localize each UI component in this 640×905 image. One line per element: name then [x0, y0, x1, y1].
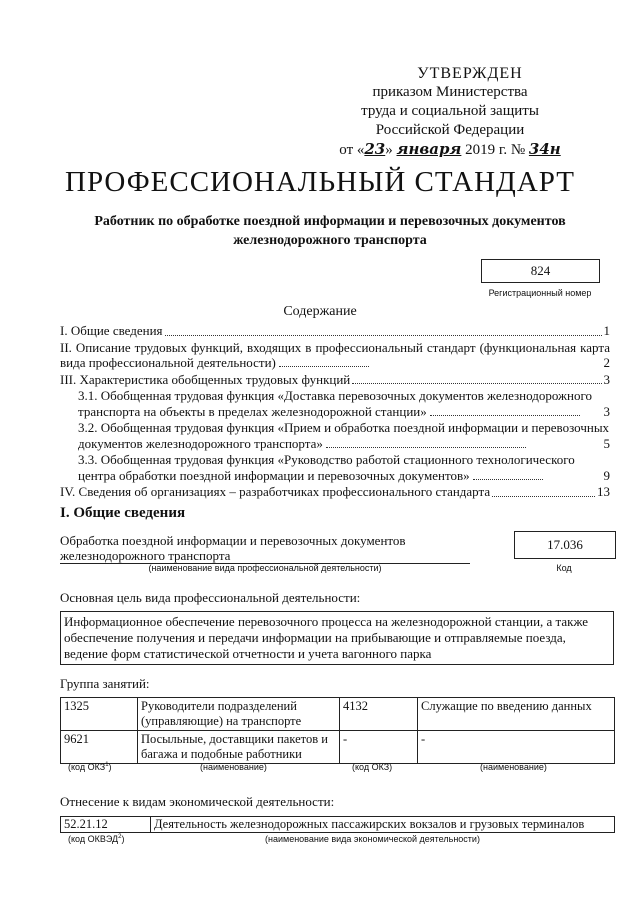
- toc-item-text: 3.1. Обобщенная трудовая функция «Доставка перевозочных документов железнодорожного транспорта на объекты в пределах железнодорожной станции»: [78, 388, 592, 419]
- approval-title: УТВЕРЖДЕН: [417, 65, 523, 82]
- date-prefix: от «: [339, 142, 365, 158]
- activity-caption: (наименование вида профессиональной деятельности): [148, 563, 382, 573]
- toc-item-text: I. Общие сведения: [60, 323, 163, 338]
- toc-item[interactable]: [60, 484, 610, 500]
- name-caption: (наименование): [200, 762, 267, 772]
- table-row: [61, 731, 615, 764]
- toc-item-page: 5: [603, 435, 610, 451]
- approval-line-3: Российской Федерации: [375, 122, 525, 138]
- toc-item-page: 2: [603, 355, 610, 370]
- okz-code-cell: 9621: [61, 731, 138, 764]
- toc-item-text: 3.3. Обобщенная трудовая функция «Руководство работой стационного технологического центра обработки поездной информации и перевозочных документов»: [78, 452, 575, 483]
- okz-code-cell: 1325: [61, 698, 138, 731]
- okz-name-cell: Посыльные, доставщики пакетов и багажа и подобные работники: [138, 731, 340, 764]
- goal-label: Основная цель вида профессиональной деятельности:: [60, 590, 361, 605]
- toc-item-text: III. Характеристика обобщенных трудовых функций: [60, 371, 351, 387]
- toc-title: Содержание: [283, 304, 357, 319]
- okz-name-cell: -: [418, 731, 615, 764]
- okved-code-cell: 52.21.12: [61, 817, 151, 833]
- toc-item[interactable]: [78, 420, 610, 451]
- date-month: января: [396, 140, 462, 158]
- group-label: Группа занятий:: [60, 676, 150, 691]
- toc-item-text: II. Описание трудовых функций, входящих в профессиональный стандарт (функциональная карта вида профессиональной деятельности): [60, 339, 610, 370]
- toc-item[interactable]: [60, 372, 610, 388]
- standard-subtitle: [60, 212, 600, 250]
- okved-table: [60, 816, 615, 833]
- okz-code-cell: 4132: [340, 698, 418, 731]
- approval-date-line: [300, 140, 600, 160]
- approval-block: [300, 64, 600, 160]
- toc-item-page: 13: [597, 484, 610, 499]
- approval-line-2: труда и социальной защиты: [361, 103, 539, 119]
- order-number: 34н: [528, 140, 561, 158]
- toc-item-page: 1: [603, 323, 610, 338]
- toc-item[interactable]: [78, 452, 610, 483]
- okz-code-caption: (код ОКЗ): [352, 762, 393, 772]
- toc-item-page: 3: [603, 403, 610, 419]
- activity-name-line-2: железнодорожного транспорта: [60, 548, 231, 563]
- activity-code-box: 17.036: [514, 531, 616, 559]
- toc-item-page: 3: [603, 371, 610, 387]
- okved-label: Отнесение к видам экономической деятельности:: [60, 794, 335, 809]
- okz-code-cell: -: [340, 731, 418, 764]
- toc-item[interactable]: [60, 323, 610, 339]
- activity-name: [60, 533, 470, 564]
- main-title: ПРОФЕССИОНАЛЬНЫЙ СТАНДАРТ: [65, 166, 575, 198]
- activity-name-line-1: Обработка поездной информации и перевозочных документов: [60, 533, 406, 548]
- okz-code-caption: (код ОКЗ$^1$): [68, 762, 112, 772]
- okz-name-cell: Руководители подразделений (управляющие) на транспорте: [138, 698, 340, 731]
- toc-item-text: IV. Сведения об организациях – разработчиках профессионального стандарта: [60, 484, 491, 499]
- code-caption: Код: [556, 563, 572, 573]
- toc-item[interactable]: [78, 388, 610, 419]
- registration-number-box: 824: [481, 259, 600, 283]
- okved-name-cell: Деятельность железнодорожных пассажирских вокзалов и грузовых терминалов: [151, 817, 615, 833]
- table-row: [61, 817, 615, 833]
- section-heading: I. Общие сведения: [60, 505, 186, 521]
- name-caption: (наименование): [480, 762, 547, 772]
- toc-item[interactable]: [60, 340, 610, 371]
- okved-captions: [60, 834, 615, 848]
- goal-text-box: Информационное обеспечение перевозочного процесса на железнодорожной станции, а также обеспечение получения и передачи информации на прибывающие и отправляемые поезда, ведение форм статистической отчетности и учета вагонного парка: [60, 611, 614, 665]
- subtitle-line-2: железнодорожного транспорта: [233, 233, 427, 248]
- date-sep: »: [385, 142, 393, 158]
- okz-name-cell: Служащие по введению данных: [418, 698, 615, 731]
- subtitle-line-1: Работник по обработке поездной информации и перевозочных документов: [94, 214, 566, 229]
- group-table-captions: [60, 762, 615, 776]
- okved-name-caption: (наименование вида экономической деятельности): [265, 834, 480, 844]
- occupation-group-table: [60, 697, 615, 764]
- toc-item-page: 9: [603, 467, 610, 483]
- table-row: [61, 698, 615, 731]
- registration-label: Регистрационный номер: [488, 288, 592, 298]
- date-day: 23: [364, 140, 386, 158]
- date-year: 2019 г. №: [465, 142, 526, 158]
- table-of-contents: [60, 323, 610, 501]
- approval-line-1: приказом Министерства: [372, 84, 528, 100]
- okved-code-caption: (код ОКВЭД$^2$): [68, 834, 125, 844]
- toc-item-text: 3.2. Обобщенная трудовая функция «Прием и обработка поездной информации и перевозочных документов железнодорожного транспорта»: [78, 420, 610, 451]
